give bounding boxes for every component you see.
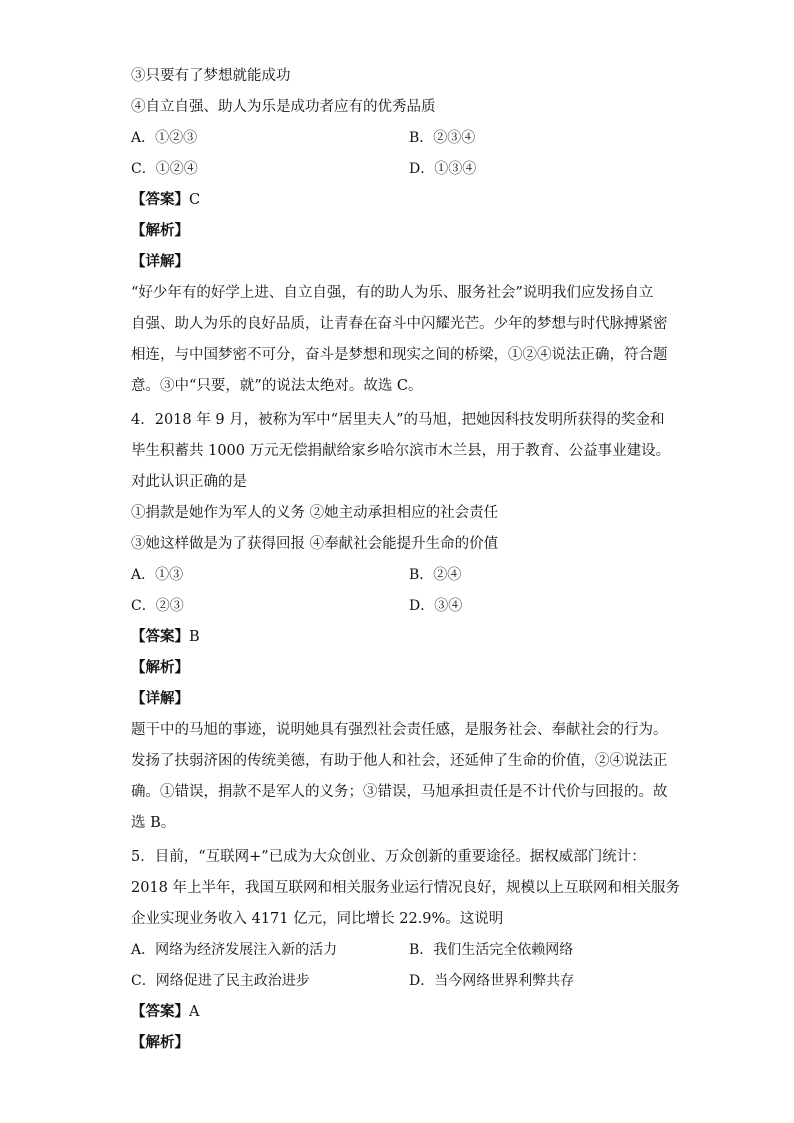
q5-analysis-label: 【解析】 [131,1034,189,1051]
q5-answer [131,1002,199,1022]
q3-option-c: C．①②④ [131,161,198,177]
q3-detail-line: 自强、助人为乐的良好品质，让青春在奋斗中闪耀光芒。少年的梦想与时代脉搏紧密 [131,316,668,332]
q3-detail-label: 【详解】 [131,253,189,270]
q5-option-b: B．我们生活完全依赖网络 [409,942,574,958]
q4-detail-line: 题干中的马旭的事迹，说明她具有强烈社会责任感，是服务社会、奉献社会的行为。 [131,722,668,738]
q4-stem-line: 对此认识正确的是 [131,474,247,490]
q3-answer [131,190,200,210]
q4-statements-1: ①捐款是她作为军人的义务 ②她主动承担相应的社会责任 [131,505,499,521]
q3-answer-value: C [189,192,201,208]
q5-stem-line: 5．目前，“互联网+”已成为大众创业、万众创新的重要途径。据权威部门统计： [131,849,646,865]
q5-answer-label: 【答案】 [131,1003,189,1020]
q3-option-d: D．①③④ [409,161,477,177]
q4-detail-line: 选 B。 [131,815,176,831]
q3-detail-line: “好少年有的好学上进、自立自强，有的助人为乐、服务社会”说明我们应发扬自立 [131,285,654,301]
q3-option-a: A．①②③ [131,130,198,146]
q4-analysis-label: 【解析】 [131,659,189,676]
q3-detail-line: 意。③中“只要，就”的说法太绝对。故选 C。 [131,378,423,394]
q4-option-b: B．②④ [409,567,462,583]
q3-detail-line: 相连，与中国梦密不可分，奋斗是梦想和现实之间的桥梁，①②④说法正确，符合题 [131,347,668,363]
q4-detail-line: 发扬了扶弱济困的传统美德，有助于他人和社会，还延伸了生命的价值，②④说法正 [131,753,668,769]
q4-statements-2: ③她这样做是为了获得回报 ④奉献社会能提升生命的价值 [131,536,499,552]
q5-option-c: C．网络促进了民主政治进步 [131,973,310,989]
q3-statement-4: ④自立自强、助人为乐是成功者应有的优秀品质 [131,99,436,115]
q4-option-a: A．①③ [131,567,184,583]
q3-analysis-label: 【解析】 [131,222,189,239]
q5-answer-value: A [189,1004,200,1020]
q4-answer-label: 【答案】 [131,628,189,645]
q4-detail-line: 确。①错误，捐款不是军人的义务；③错误，马旭承担责任是不计代价与回报的。故 [131,784,668,800]
q5-option-d: D．当今网络世界利弊共存 [409,973,575,989]
q4-stem-line: 毕生积蓄共 1000 万元无偿捐献给家乡哈尔滨市木兰县，用于教育、公益事业建设。 [131,443,671,459]
q5-option-a: A．网络为经济发展注入新的活力 [131,942,338,958]
q4-option-d: D．③④ [409,598,463,614]
q4-stem-line: 4．2018 年 9 月，被称为军中“居里夫人”的马旭，把她因科技发明所获得的奖金和 [131,412,665,428]
q4-answer [131,627,200,647]
q3-option-b: B．②③④ [409,130,476,146]
q4-detail-label: 【详解】 [131,690,189,707]
q5-stem-line: 2018 年上半年，我国互联网和相关服务业运行情况良好，规模以上互联网和相关服务 [131,880,681,896]
q4-answer-value: B [189,629,200,645]
q3-statement-3: ③只要有了梦想就能成功 [131,68,291,84]
q5-stem-line: 企业实现业务收入 4171 亿元，同比增长 22.9%。这说明 [131,911,504,927]
q3-answer-label: 【答案】 [131,191,189,208]
q4-option-c: C．②③ [131,598,184,614]
